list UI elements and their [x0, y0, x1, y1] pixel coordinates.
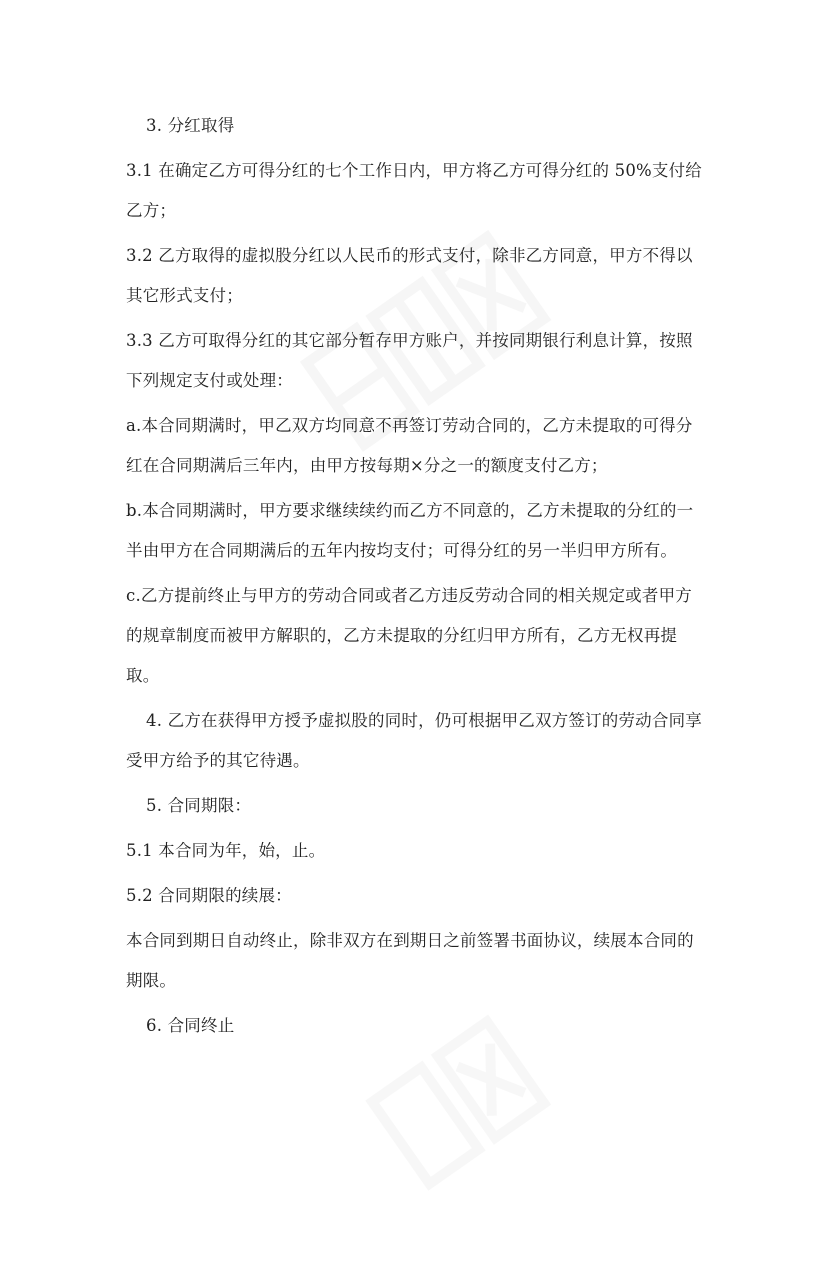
doc-line: 3.1 在确定乙方可得分红的七个工作日内，甲方将乙方可得分红的 50%支付给 [126, 161, 703, 180]
doc-line: 5.2 合同期限的续展： [126, 886, 292, 905]
doc-line: 5.1 本合同为年，始，止。 [126, 841, 326, 860]
doc-line: 3.3 乙方可取得分红的其它部分暂存甲方账户，并按同期银行利息计算，按照 [126, 331, 693, 350]
doc-line: 的规章制度而被甲方解职的，乙方未提取的分红归甲方所有，乙方无权再提 [126, 626, 678, 645]
doc-line: 期限。 [126, 971, 177, 990]
doc-line: 其它形式支付； [126, 286, 243, 305]
doc-line: 6. 合同终止 [146, 1016, 235, 1035]
doc-line: 5. 合同期限： [146, 796, 252, 815]
doc-line: 受甲方给予的其它待遇。 [126, 751, 310, 770]
doc-line: 4. 乙方在获得甲方授予虚拟股的同时，仍可根据甲乙双方签订的劳动合同享 [146, 711, 702, 730]
document-body [126, 106, 716, 1046]
doc-line: 下列规定支付或处理： [126, 371, 293, 390]
doc-line: 半由甲方在合同期满后的五年内按均支付；可得分红的另一半归甲方所有。 [126, 541, 678, 560]
doc-line: 本合同到期日自动终止，除非双方在到期日之前签署书面协议，续展本合同的 [126, 931, 694, 950]
doc-line: a.本合同期满时，甲乙双方均同意不再签订劳动合同的，乙方未提取的可得分 [126, 416, 693, 435]
doc-line: c.乙方提前终止与甲方的劳动合同或者乙方违反劳动合同的相关规定或者甲方 [126, 586, 692, 605]
doc-line: 乙方； [126, 201, 177, 220]
doc-line: 3. 分红取得 [146, 116, 235, 135]
doc-line: 红在合同期满后三年内，由甲方按每期×分之一的额度支付乙方； [126, 456, 608, 475]
doc-line: 3.2 乙方取得的虚拟股分红以人民币的形式支付，除非乙方同意，甲方不得以 [126, 246, 693, 265]
doc-line: 取。 [126, 666, 160, 685]
doc-line: b.本合同期满时，甲方要求继续续约而乙方不同意的，乙方未提取的分红的一 [126, 501, 694, 520]
